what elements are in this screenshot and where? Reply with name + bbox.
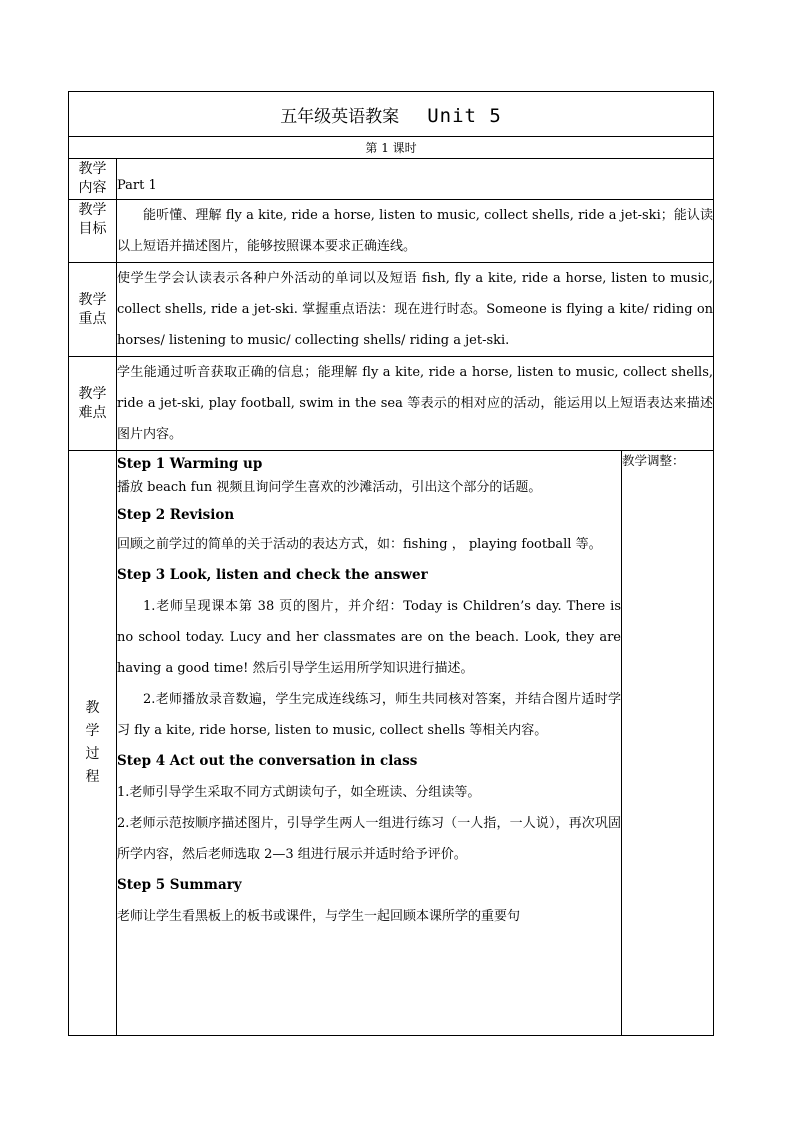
- step1-text: 播放 beach fun 视频且询问学生喜欢的沙滩活动，引出这个部分的话题。: [117, 480, 542, 495]
- focus-label-line1: 教学: [78, 291, 107, 308]
- step4-paragraph-1: 1.老师引导学生采取不同方式朗读句子，如全班读、分组读等。: [117, 785, 481, 800]
- focus-label-line2: 重点: [78, 310, 107, 327]
- step4-paragraph-2: 2.老师示范按顺序描述图片，引导学生两人一组进行练习（一人指，一人说），再次巩固所学内容，然后老师选取 2—3 组进行展示并适时给予评价。: [117, 816, 621, 862]
- process-label-char: 过: [85, 746, 100, 762]
- adjustment-label: 教学调整：: [622, 453, 685, 468]
- focus-text: 使学生学会认读表示各种户外活动的单词以及短语 fish, fly a kite, ride a horse, listen to music, collect shells, ride a jet-ski. 掌握重点语法：现在进行时态。Someone is flying a kite/ riding on horses/ listening to music/ collecting shells/ riding a jet-ski.: [117, 263, 714, 357]
- step2-text: 回顾之前学过的简单的关于活动的表达方式，如：fishing ， playing football 等。: [117, 537, 602, 552]
- difficulty-label-line1: 教学: [78, 385, 107, 402]
- step5-title: Step 5 Summary: [117, 877, 242, 893]
- process-label-char: 教: [85, 700, 100, 716]
- goal-label-line2: 目标: [78, 221, 107, 237]
- process-content: [117, 451, 622, 1036]
- process-label-char: 程: [85, 769, 100, 785]
- step4-title: Step 4 Act out the conversation in class: [117, 753, 418, 769]
- step2-title: Step 2 Revision: [117, 507, 235, 523]
- difficulty-text: 学生能通过听音获取正确的信息；能理解 fly a kite, ride a horse, listen to music, collect shells, ride a jet-ski, play football, swim in the sea 等表示的相对应的活动，能运用以上短语表达来描述图片内容。: [117, 357, 714, 451]
- difficulty-label: [69, 357, 117, 451]
- content-text: Part 1: [117, 159, 714, 200]
- process-label-char: 学: [85, 723, 100, 739]
- period-label: 第 1 课时: [69, 137, 714, 159]
- content-label: [69, 159, 117, 200]
- step3-title: Step 3 Look, listen and check the answer: [117, 567, 428, 583]
- content-label-line1: 教学: [78, 161, 107, 177]
- goal-text: 能听懂、理解 fly a kite, ride a horse, listen to music, collect shells, ride a jet-ski；能认读以上短语并描述图片，能够按照课本要求正确连线。: [117, 200, 714, 263]
- focus-label: [69, 263, 117, 357]
- lesson-plan-table: [68, 91, 714, 1036]
- goal-label: [69, 200, 117, 263]
- page-title: 五年级英语教案: [280, 106, 400, 127]
- content-label-line2: 内容: [78, 180, 107, 196]
- step3-paragraph-1: 1.老师呈现课本第 38 页的图片，并介绍：Today is Children’s day. There is no school today. Lucy and her classmates are on the beach. Look, they are having a good time! 然后引导学生运用所学知识进行描述。: [117, 599, 621, 676]
- goal-label-line1: 教学: [78, 202, 107, 218]
- step5-text: 老师让学生看黑板上的板书或课件，与学生一起回顾本课所学的重要句: [117, 909, 521, 924]
- step1-title: Step 1 Warming up: [117, 456, 263, 472]
- process-label: [69, 451, 117, 1036]
- difficulty-label-line2: 难点: [78, 404, 107, 421]
- title-cell: [69, 92, 714, 137]
- adjustment-cell: [622, 451, 714, 1036]
- unit-title: Unit 5: [427, 104, 502, 127]
- step3-paragraph-2: 2.老师播放录音数遍，学生完成连线练习，师生共同核对答案，并结合图片适时学习 fly a kite, ride horse, listen to music, collect shells 等相关内容。: [117, 692, 621, 738]
